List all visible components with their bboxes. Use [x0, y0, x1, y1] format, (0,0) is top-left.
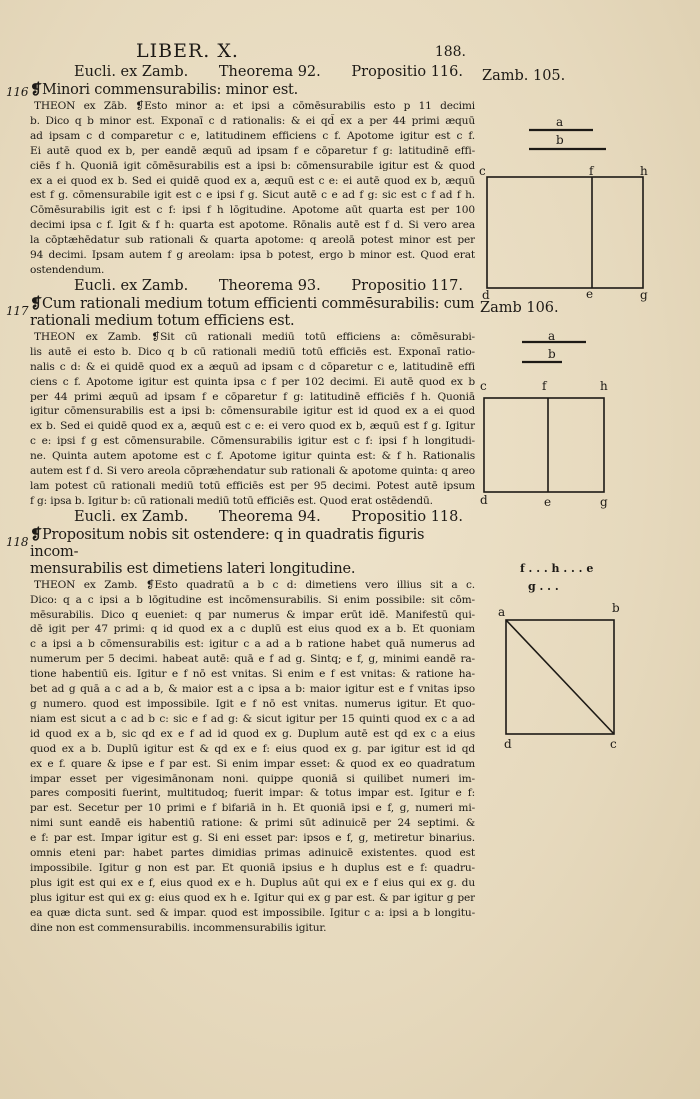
figure-caption: Zamb 106. — [480, 300, 559, 316]
proof-text: THEON ex Zamb. ❡Esto quadratū a b c d: dimetiens vero illius sit a c. Dico: q a c ipsi a b lōgitudine est incōmensurabilis. Si enim possibile: sit cōm- mēsurabilis. Dico q eueniet: q par numerus & impar erūt idē. Manifestū qui- dē igit per 47 primi: q id quod ex a c duplū est eius quod ex a b. Et quoniam c a ipsi a b cōmensurabilis est: igitur c a ad a b ratione habet quā numerus ad numerum per 5 decimi. habeat autē: quā e f ad g. Sintq; e f, g, minimi eandē ra- tione habentiū eis. Igitur e f nō est vnitas. Si enim e f est vnitas: & ratione ha- bet ad g quā a c ad a b, & maior est a c ipsa a b: maior igitur est e f vnitas ipso g numero. quod est impossibile. Igit e f nō est vnitas. numerus igitur. Et quo- niam est sicut a c ad b c: sic e f ad g: & sicut igitur per 15 quinti quod ex c a ad id quod ex a b, sic qd ex e f ad id quod ex g. Duplum autē est qd ex c a eius quod ex a b. Duplū igitur est & qd ex e f: eius quod ex g. par igitur est id qd ex e f. quare & ipse e f par est. Si enim impar esset: & quod ex eo quadratum impar esset per vigesimānonam noni. quippe quoniā si quilibet numeri im- pares compositi fuerint, multitudoq; fuerit impar: & totus impar est. Igitur e f: par est. Secetur per 10 primi e f bifariā in h. Et quoniā ipsi e f, g, numeri mi- nimi sunt eandē eis habentiū ratione: & primi sūt adinuicē per 24 septimi. & e f: par est. Impar igitur est g. Si eni esset par: ipsos e f, g, metiretur binarius. omnis eteni par: habet partes dimidias primas adinuicē existentes. quod est impossibile. Igitur g non est par. Et quoniā ipsius e h duplus est e f: quadru- plus igit est qui ex e f, eius quod ex e h. Duplus aūt qui ex e f eius qui ex g. du plus igitur est qui ex g: eius quod ex h e. Igitur qui ex g par est. & par igitur g per ea quæ dicta sunt. sed & impar. quod est impossibile. Igitur c a: ipsi a b longitu- dine non est commensurabilis. incommensurabilis igitur. — [30, 578, 475, 934]
book-title: LIBER. X. — [136, 40, 239, 62]
proposition-118 — [6, 508, 475, 936]
figure-caption: Zamb. 105. — [482, 68, 566, 84]
number-line-efh: f . . . h . . . e — [520, 562, 594, 575]
enunciation: 117 ❡Cum rationali medium totum efficienti commēsurabilis: cum rationali medium totum efficiens est. — [6, 294, 475, 329]
pilcrow-icon: ❡ — [30, 525, 42, 543]
label-e: e — [544, 495, 552, 509]
label-c: c — [479, 164, 486, 178]
margin-number: 117 — [6, 303, 29, 318]
figure-square-diagonal — [490, 558, 640, 758]
number-line-g: g . . . — [528, 580, 559, 593]
label-h: h — [640, 164, 648, 178]
label-h: h — [600, 379, 608, 393]
label-f: f — [589, 164, 594, 178]
source-line: Eucli. ex Zamb. Theorema 93. Propositio 117. — [74, 277, 463, 294]
main-text — [6, 64, 475, 936]
source-line: Eucli. ex Zamb. Theorema 92. Propositio 116. — [74, 64, 463, 80]
source-line: Eucli. ex Zamb. Theorema 94. Propositio 118. — [74, 508, 463, 525]
pilcrow-icon: ❡ — [30, 81, 42, 98]
label-c: c — [610, 737, 617, 751]
page-number: 188. — [434, 44, 466, 60]
figure-zamb-106 — [476, 330, 636, 510]
proof-text: THEON ex Zāb. ❡Esto minor a: et ipsi a cōmēsurabilis esto p 11 decimi b. Dico q b minor est. Exponaī c d rationalis: & ei qd̄ ex a per 44 primi æquū ad ipsam c d comparetur c e, latitudinem efficiens c f. Apotome igitur est c f. Ei autē quod ex b, per eandē æquū ad ipsam f e cōparetur f g: latitudinē effi- ciēs f h. Quoniā igit cōmēsurabilis est a ipsi b: cōmensurabile igitur est & quod ex a ei quod ex b. Sed ei quidē quod ex a, æquū est c e: ei autē quod ex b, æquū est f g. cōmensurabile igit est c e ipsi f g. Sicut autē c e ad f g: sic est c f ad f h. Cōmēsurabilis igit est c f: ipsi f h lōgitudine. Apotome aūt quarta est per 100 decimi ipsa c f. Igit & f h: quarta est apotome. Rōnalis autē est f d. Si vero area la cōptæhēdatur sub rationali & quarta apotome: q areolā potest minor est per 94 decimi. Ipsam autem f g areolam: ipsa b potest, ergo b minor est. Quod erat ostendendum. — [30, 100, 475, 276]
label-f: f — [542, 379, 547, 393]
pilcrow-icon: ❡ — [30, 294, 42, 312]
figure-zamb-105 — [476, 112, 666, 302]
label-a: a — [498, 605, 506, 619]
enunciation: 116 ❡Minori commensurabilis: minor est. — [6, 81, 299, 99]
label-a: a — [548, 330, 556, 343]
label-d: d — [480, 493, 488, 507]
label-g: g — [640, 288, 648, 302]
proof-text: THEON ex Zamb. ❡Sit cū rationali mediū totū efficiens a: cōmēsurabi- lis autē ei esto b. Dico q b cū rationali mediū totū efficiēs est. Exponaī ratio- nalis c d: & ei quidē quod ex a æquū ad ipsam c d cōparetur c e, latitudinē effi ciens c f. Apotome igitur est quinta ipsa c f per 102 decimi. Ei autē quod ex b per 44 primi æquū ad ipsam f e cōparetur f g: latitudinē efficiēs f h. Quoniā igitur cōmensurabilis est a ipsi b: cōmensurabile igitur est id quod ex a ei quod ex b. Sed ei quidē quod ex a, æquū est c e: ei vero quod ex b, æquū est f g. Igitur c e: ipsi f g est cōmensurabile. Cōmensurabilis igitur est c f: ipsi f h longitudi- ne. Quinta autem apotome est c f. Apotome igitur quinta est: & f h. Rationalis autem est f d. Si vero areola cōpræhendatur sub rationali & apotome quinta: q areo lam potest cū rationali mediū totū efficiēs est per 95 decimi. Potest autē ipsum f g: ipsa b. Igitur b: cū rationali mediū totū efficiēs est. Quod erat ostēdendū. — [30, 330, 475, 507]
label-a: a — [556, 115, 564, 129]
label-g: g — [600, 495, 608, 509]
margin-number: 118 — [6, 534, 29, 549]
label-e: e — [586, 287, 594, 301]
label-d: d — [504, 737, 512, 751]
margin-number: 116 — [6, 85, 29, 99]
label-b: b — [556, 133, 564, 147]
label-d: d — [482, 288, 490, 302]
proposition-116 — [6, 64, 475, 278]
proposition-117 — [6, 277, 475, 509]
label-b: b — [548, 347, 556, 361]
enunciation: 118 ❡Propositum nobis sit ostendere: q in quadratis figuris incom- mensurabilis est dimetiens lateri longitudine. — [6, 525, 425, 577]
label-b: b — [612, 601, 620, 615]
label-c: c — [480, 379, 487, 393]
running-head — [136, 40, 466, 66]
